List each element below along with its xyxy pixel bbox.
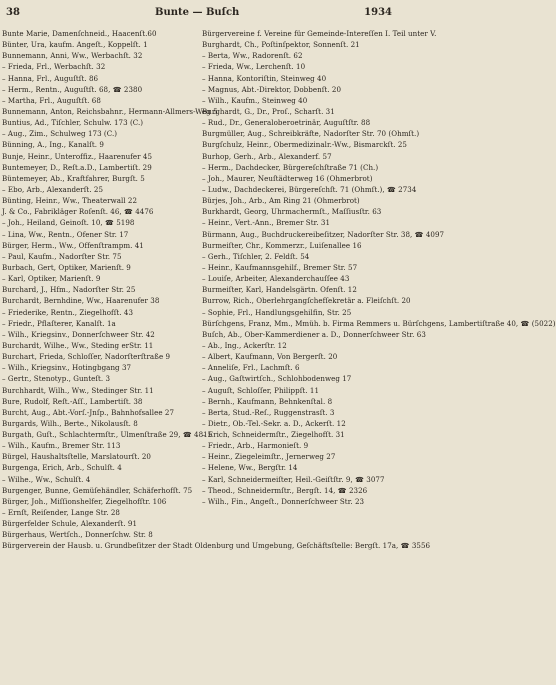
directory-entry: Burghardt, Ch., Poſtinſpektor, Sonnenſt. 21 bbox=[202, 40, 360, 50]
directory-entry: Bünter, Ura, kaufm. Angeſt., Koppelſt. 1 bbox=[2, 40, 148, 50]
directory-entry: – Martha, Frl., Auguſtſt. 68 bbox=[2, 95, 101, 105]
directory-entry: Burgmüller, Aug., Schreibkräfte, Nadorſter Str. 70 (Ohmſt.) bbox=[202, 129, 420, 139]
directory-entry: – Bernh., Kaufmann, Behnkenſtal. 8 bbox=[202, 396, 333, 406]
directory-entry: Buntemeyer, D., Reſt.a.D., Lambertiſt. 29 bbox=[2, 162, 152, 172]
directory-entry: Bunje, Heinr., Unteroffiz., Haarenufer 45 bbox=[2, 151, 153, 161]
directory-entry: Burbach, Gert, Optiker, Marienſt. 9 bbox=[2, 262, 131, 272]
directory-entry: Burgſchulz, Heinr., Obermedizinalr.-Ww., Bismarckſt. 25 bbox=[202, 140, 407, 150]
directory-entry: – Auguſt, Schloſſer, Philippſt. 11 bbox=[202, 385, 320, 395]
directory-entry: – Heinr., Kaufmannsgehilf., Bremer Str. 57 bbox=[202, 262, 358, 272]
directory-entry: Burchard, J., Hfm., Nadorſter Str. 25 bbox=[2, 285, 136, 295]
directory-entry: Bunnemann, Anton, Reichsbahnr., Hermann-Allmers-Weg 5 bbox=[2, 106, 218, 116]
directory-entry: Burrow, Rich., Oberlehrgangſchefſekretär a. Fleiſchſt. 20 bbox=[202, 296, 411, 306]
directory-entry: – Joh., Maurer, Neuſtädterweg 16 (Ohmerbrot) bbox=[202, 173, 373, 183]
page-header bbox=[0, 0, 400, 24]
directory-entry: – Albert, Kaufmann, Von Bergerſt. 20 bbox=[202, 352, 338, 362]
directory-entry: – Herm., Dachdecker, Bürgereſchſtraße 71 (Ch.) bbox=[202, 162, 379, 172]
directory-entry: – Ludw., Dachdeckerei, Bürgereſchſt. 71 (Ohmſt.), ☎ 2734 bbox=[202, 184, 417, 194]
directory-entry: Bürgervereine f. Vereine für Gemeinde-Intereſſen I. Teil unter V. bbox=[202, 29, 437, 38]
directory-entry: – Frieda, Ww., Lerchenſt. 10 bbox=[202, 62, 306, 72]
directory-entry: Burkhardt, Georg, Uhrmachermſt., Maſſiusſtr. 63 bbox=[202, 207, 382, 217]
directory-entry: Burchardt, Bernhdine, Ww., Haarenufer 38 bbox=[2, 296, 160, 306]
directory-entry: – Wilh., Kaufm., Bremer Str. 113 bbox=[2, 441, 121, 451]
directory-entry: – Louiſe, Arbeiter, Alexanderchauſſee 43 bbox=[202, 274, 350, 284]
directory-entry: Bünning, A., Ing., Kanalſt. 9 bbox=[2, 140, 104, 150]
directory-entry: – Hanna, Frl., Auguſtſt. 86 bbox=[2, 73, 99, 83]
directory-entry: – Wilh., Kriegsinv., Hotingbgang 37 bbox=[2, 363, 132, 373]
directory-entry: – Gertr., Stenotyp., Gunteſt. 3 bbox=[2, 374, 111, 384]
directory-entry: Bünting, Heinr., Ww., Theaterwall 22 bbox=[2, 196, 138, 206]
directory-entry: J. & Co., Fabrikläger Roſenſt. 46, ☎ 4476 bbox=[2, 207, 154, 217]
directory-entry: – Erich, Schneidermſtr., Ziegelhofſt. 31 bbox=[202, 430, 345, 440]
directory-entry: – Friederike, Rentn., Ziegelhofſt. 43 bbox=[2, 307, 134, 317]
directory-entry: Bürgerverein der Hausb. u. Grundbeſitzer der Stadt Oldenburg und Umgebung, Geſchäftsſtelle: Bergſt. 17a, ☎ 3556 bbox=[2, 541, 431, 551]
directory-entry: Burgenger, Bunne, Gemüſehändler, Schäferhofſt. 75 bbox=[2, 485, 193, 495]
directory-entry: – Friedr., Arb., Harmonieſt. 9 bbox=[202, 441, 309, 451]
directory-entry: Burghardt, G., Dr., Proſ., Scharſt. 31 bbox=[202, 106, 335, 116]
directory-entry: – Helene, Ww., Bergſtr. 14 bbox=[202, 463, 298, 473]
directory-entry: – Ab., Ing., Ackerſtr. 12 bbox=[202, 340, 287, 350]
directory-entry: Bürger, Joh., Miſſionshelfer, Ziegelhofſtr. 106 bbox=[2, 496, 167, 506]
directory-entry: – Anneliſe, Frl., Lachmſt. 6 bbox=[202, 363, 300, 373]
page-number: 38 bbox=[6, 7, 20, 18]
directory-entry: – Aug., Gaſtwirtſch., Schlohbodenweg 17 bbox=[202, 374, 352, 384]
directory-entry: – Wilhe., Ww., Schulſt. 4 bbox=[2, 474, 91, 484]
directory-entry: Bürjes, Joh., Arb., Am Ring 21 (Ohmerbrot) bbox=[202, 196, 360, 206]
directory-entry: Bürger, Herm., Ww., Offenſtrampm. 41 bbox=[2, 240, 144, 250]
directory-entry: – Herm., Rentn., Auguſtſt. 68, ☎ 2380 bbox=[2, 84, 143, 94]
directory-entry: – Karl, Schneidermeiſter, Heil.-Geiſtſtr. 9, ☎ 3077 bbox=[202, 474, 385, 484]
directory-entry: Burmeiſter, Chr., Kommerzr., Luiſenallee 16 bbox=[202, 240, 362, 250]
directory-entry: – Ernſt, Reiſender, Lange Str. 28 bbox=[2, 508, 120, 518]
directory-entry: – Friedr., Pflaſterer, Kanalſt. 1a bbox=[2, 318, 116, 328]
directory-entry: Bürmann, Aug., Buchdruckereibeſitzer, Nadorſter Str. 38, ☎ 4097 bbox=[202, 229, 445, 239]
directory-entry: – Ebo, Arb., Alexanderſt. 25 bbox=[2, 184, 104, 194]
directory-entry: Burhop, Gerh., Arb., Alexanderf. 57 bbox=[202, 151, 332, 161]
directory-entry: – Paul, Kaufm., Nadorſter Str. 75 bbox=[2, 251, 122, 261]
directory-entry: – Heinr., Ziegeleimſtr., Jernerweg 27 bbox=[202, 452, 336, 462]
directory-entry: Bürgerhaus, Wertſch., Donnerſchw. Str. 8 bbox=[2, 530, 153, 540]
directory-entry: Burchhardt, Wilh., Ww., Stedinger Str. 11 bbox=[2, 385, 154, 395]
directory-entry: – Hanna, Kontoriſtin, Steinweg 40 bbox=[202, 73, 327, 83]
directory-entry: Bürgel, Haushaltsſtelle, Marslatourſt. 20 bbox=[2, 452, 151, 462]
directory-entry: – Dietr., Ob.-Tel.-Sekr. a. D., Ackerſt. 12 bbox=[202, 418, 346, 428]
directory-entry: – Aug., Zim., Schulweg 173 (C.) bbox=[2, 129, 118, 139]
directory-entry: – Frieda, Frl., Werbachſt. 32 bbox=[2, 62, 106, 72]
directory-entry: Bürgerfelder Schule, Alexanderſt. 91 bbox=[2, 519, 138, 529]
directory-entry: – Theod., Schneidermſtr., Bergſt. 14, ☎ 2326 bbox=[202, 485, 368, 495]
directory-entry: Burmeiſter, Karl, Handelsgärtn. Ofenſt. 12 bbox=[202, 285, 357, 295]
directory-entry: – Wilh., Kaufm., Steinweg 40 bbox=[202, 95, 308, 105]
directory-entry: – Wilh., Kriegsinv., Donnerſchweer Str. 42 bbox=[2, 329, 155, 339]
directory-entry: Burgath, Guſt., Schlachtermſtr., Ulmenſtraße 29, ☎ 4815 bbox=[2, 430, 213, 440]
directory-entry: Buntius, Ad., Tiſchler, Schulw. 173 (C.) bbox=[2, 118, 144, 128]
directory-entry: – Heinr., Vert.-Ann., Bremer Str. 31 bbox=[202, 218, 331, 228]
directory-entry: Burgenga, Erich, Arb., Schulſt. 4 bbox=[2, 463, 122, 473]
directory-entry: – Karl, Optiker, Marienſt. 9 bbox=[2, 274, 101, 284]
directory-entry: Büntemeyer, Ab., Kraftfahrer, Burgſt. 5 bbox=[2, 173, 145, 183]
directory-entry: – Magnus, Abt.-Direktor, Dobbenſt. 20 bbox=[202, 84, 342, 94]
directory-entry: – Lina, Ww., Rentn., Ofener Str. 17 bbox=[2, 229, 129, 239]
directory-entry: Burchart, Frieda, Schloſſer, Nadorſterſtraße 9 bbox=[2, 352, 171, 362]
directory-entry: Bunnemann, Anni, Ww., Werbachſt. 32 bbox=[2, 51, 143, 61]
running-title: Bunte — Buſch bbox=[155, 7, 240, 18]
directory-entry: – Rud., Dr., Generaloberoetrinär, Auguſtſtr. 88 bbox=[202, 118, 371, 128]
directory-entry: Bürſchgens, Franz, Mm., Mmüh. b. Firma Remmers u. Bürſchgens, Lambertiſtraße 40, ☎ (5022) bbox=[202, 318, 556, 328]
directory-entry: Burchardt, Wilhe., Ww., Steding erStr. 11 bbox=[2, 340, 154, 350]
directory-entry: – Berta, Ww., Radorenſt. 62 bbox=[202, 51, 303, 61]
directory-entry: Bunte Marie, Damenſchneid., Haacenſt.60 bbox=[2, 29, 157, 38]
directory-entry: Bure, Rudolf, Reſt.-Aſſ., Lambertiſt. 38 bbox=[2, 396, 143, 406]
directory-entry: Burgards, Wilh., Berte., Nikolausſt. 8 bbox=[2, 418, 138, 428]
directory-entry: – Sophie, Frl., Handlungsgehilfin, Str. 25 bbox=[202, 307, 352, 317]
directory-entry: – Berta, Stud.-Reſ., Ruggenstrasſt. 3 bbox=[202, 407, 335, 417]
directory-entry: Buſch, Ab., Ober-Kammerdiener a. D., Donnerſchweer Str. 63 bbox=[202, 329, 426, 339]
year-label: 1934 bbox=[364, 7, 392, 18]
directory-entry: – Gerh., Tiſchler, 2. Feldſt. 54 bbox=[202, 251, 310, 261]
directory-entry: – Joh., Heiland, Geinoſt. 10, ☎ 5198 bbox=[2, 218, 135, 228]
directory-entry: Burcht, Aug., Abt.-Vorſ.-Jnſp., Bahnhofsallee 27 bbox=[2, 407, 175, 417]
directory-entry: – Wilh., Fin., Angeſt., Donnerſchweer Str. 23 bbox=[202, 496, 365, 506]
